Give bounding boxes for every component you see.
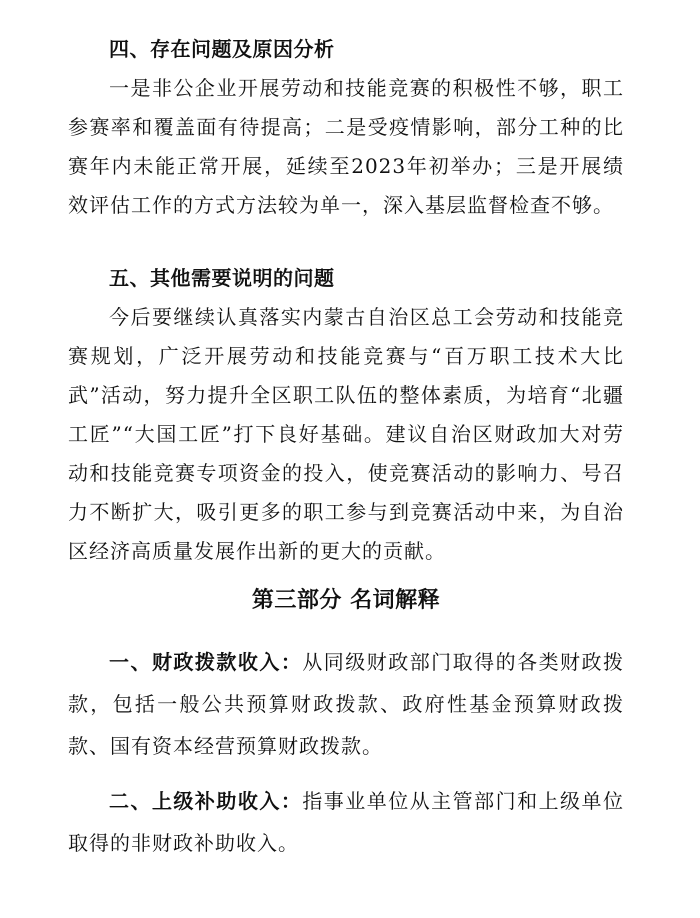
term-1-label: 一、财政拨款收入： <box>109 650 303 674</box>
part-3-title: 第三部分 名词解释 <box>251 588 441 613</box>
section-5-body: 今后要继续认真落实内蒙古自治区总工会劳动和技能竞赛规划，广泛开展劳动和技能竞赛与“百万职工技术大比武”活动，努力提升全区职工队伍的整体素质，为培育“北疆工匠”“大国工匠”打下良好基础。建议自治区财政加大对劳动和技能竞赛专项资金的投入，使竞赛活动的影响力、号召力不断扩大，吸引更多的职工参与到竞赛活动中来，为自治区经济高质量发展作出新的更大的贡献。 <box>68 305 624 563</box>
section-5 <box>68 263 624 571</box>
term-2-definition: 指事业单位从主管部门和上级单位取得的非财政补助收入。 <box>68 789 625 855</box>
section-4-heading: 四、存在问题及原因分析 <box>109 37 335 61</box>
term-2-label: 二、上级补助收入： <box>109 789 303 813</box>
term-2-paragraph <box>68 780 624 864</box>
term-2 <box>68 780 624 864</box>
term-1 <box>68 641 624 767</box>
section-4 <box>68 34 624 225</box>
section-5-heading: 五、其他需要说明的问题 <box>109 266 335 290</box>
term-1-definition: 从同级财政部门取得的各类财政拨款，包括一般公共预算财政拨款、政府性基金预算财政拨款、国有资本经营预算财政拨款。 <box>68 650 625 758</box>
section-4-body: 一是非公企业开展劳动和技能竞赛的积极性不够，职工参赛率和覆盖面有待提高；二是受疫情影响，部分工种的比赛年内未能正常开展，延续至2023年初举办；三是开展绩效评估工作的方式方法较为单一，深入基层监督检查不够。 <box>68 76 624 217</box>
term-1-paragraph <box>68 641 624 767</box>
